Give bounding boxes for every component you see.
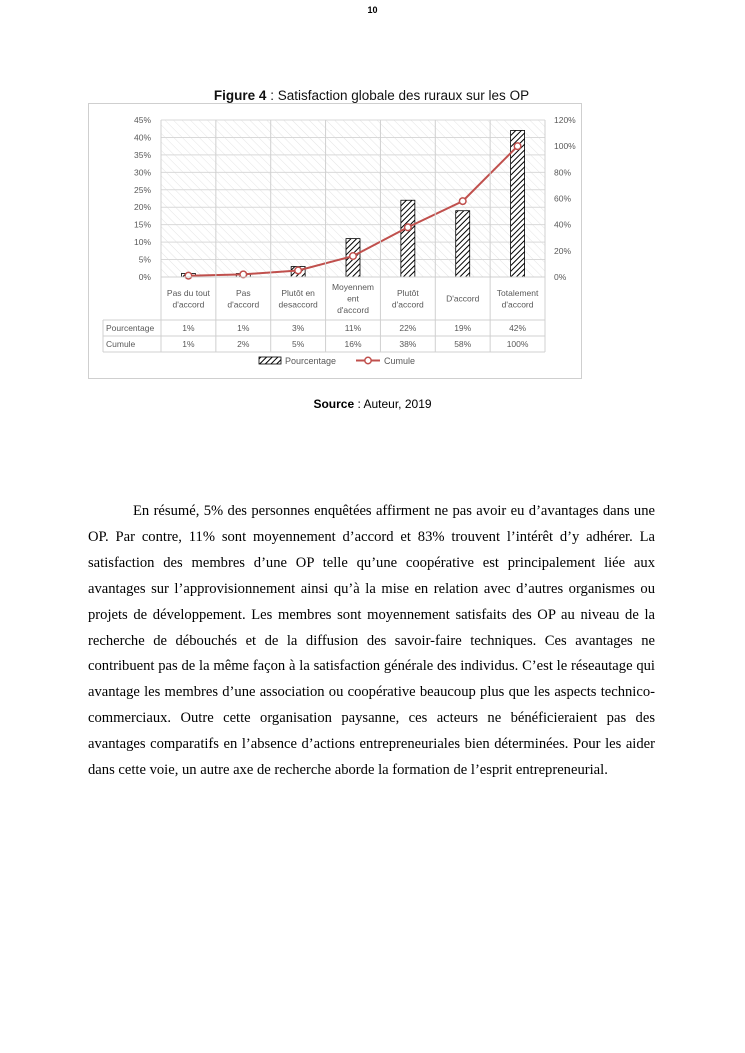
bar-pourcentage [401,200,415,277]
y-right-tick-label: 0% [554,272,567,282]
table-cell: 58% [454,339,472,349]
table-cell: 2% [237,339,250,349]
y-left-tick-label: 40% [133,132,151,143]
legend-marker-cumule [365,357,371,363]
page-number: 10 [367,5,378,15]
y-left-tick-label: 5% [138,254,151,265]
y-left-tick-label: 45% [133,115,151,125]
category-label: d'accord [391,299,424,310]
legend-label-cumule: Cumule [384,356,416,366]
figure-label: Figure 4 [213,88,267,103]
bar-pourcentage [456,211,470,277]
source-text: : Auteur, 2019 [354,397,432,411]
category-label: d'accord [501,299,534,310]
table-cell: 3% [291,323,305,333]
y-right-tick-label: 20% [554,245,572,256]
table-cell: 100% [506,339,529,349]
y-right-tick-label: 40% [554,219,572,230]
y-left-tick-label: 0% [138,272,151,282]
category-label: desaccord [278,299,318,310]
y-left-tick-label: 35% [133,149,151,160]
table-cell: 19% [454,323,472,333]
category-label: D'accord [446,293,480,304]
y-right-tick-label: 100% [554,141,576,152]
point-cumule [185,272,192,279]
table-row-header: Pourcentage [106,323,155,333]
y-right-tick-label: 60% [554,193,572,204]
y-left-tick-label: 25% [133,184,151,195]
legend-swatch-pourcentage [259,357,281,364]
source-label: Source [313,397,355,411]
y-left-tick-label: 20% [133,202,151,213]
category-label: Totalement [496,287,539,298]
figure-source [0,397,745,411]
chart-frame [88,103,582,379]
category-label: ent [347,293,359,304]
category-label: Plutôt en [281,287,315,298]
figure-title-text: : Satisfaction globale des ruraux sur les OP [266,88,530,103]
y-right-tick-label: 120% [554,115,576,125]
table-cell: 38% [399,339,417,349]
category-label: Pas du tout [166,287,210,298]
table-cell: 22% [399,323,417,333]
category-label: Plutôt [396,287,419,298]
body-paragraph: En résumé, 5% des personnes enquêtées affirment ne pas avoir eu d’avantages dans une OP. Par contre, 11% sont moyennement d’accord et 83% trouvent l’intérêt d’y adhérer. La satisfaction des membres d’une OP telle qu’une coopérative est principalement liée aux avantages sur l’approvisionnement ainsi qu’à la mise en relation avec d’autres organismes ou projets de développement. Les membres sont moyennement satisfaits des OP au niveau de la recherche de débouchés et de la diffusion des savoir-faire techniques. Ces avantages ne contribuent pas de la même façon à la satisfaction générale des individus. C’est le réseautage qui avantage les membres d’une association ou coopérative beaucoup plus que les aspects technico-commerciaux. Outre cette organisation paysanne, ces acteurs ne bénéficieraient pas des avantages comparatifs en l’absence d’actions entrepreneuriales bien déterminées. Pour les aider dans cette voie, un autre axe de recherche aborde la formation de l’esprit entrepreneurial. [88,503,655,779]
y-left-tick-label: 10% [133,237,151,248]
y-right-tick-label: 80% [554,167,572,178]
table-cell: 11% [344,323,362,333]
table-cell: 1% [182,323,195,333]
figure-title [88,88,655,103]
combo-chart [89,104,583,380]
category-label: Pas [235,287,251,298]
category-label: d'accord [227,299,260,310]
point-cumule [350,253,357,260]
point-cumule [459,198,466,205]
table-cell: 5% [291,339,305,349]
table-cell: 1% [237,323,250,333]
table-row-header: Cumule [106,339,136,349]
y-left-tick-label: 15% [133,219,151,230]
legend-label-pourcentage: Pourcentage [285,356,337,366]
category-label: d'accord [337,305,369,315]
y-left-tick-label: 30% [133,167,151,178]
point-cumule [405,224,412,231]
table-cell: 42% [509,323,527,333]
table-cell: 16% [344,339,362,349]
table-cell: 1% [182,339,195,349]
category-label: d'accord [172,299,205,310]
point-cumule [295,267,302,274]
point-cumule [514,143,521,150]
category-label: Moyennem [331,282,375,292]
